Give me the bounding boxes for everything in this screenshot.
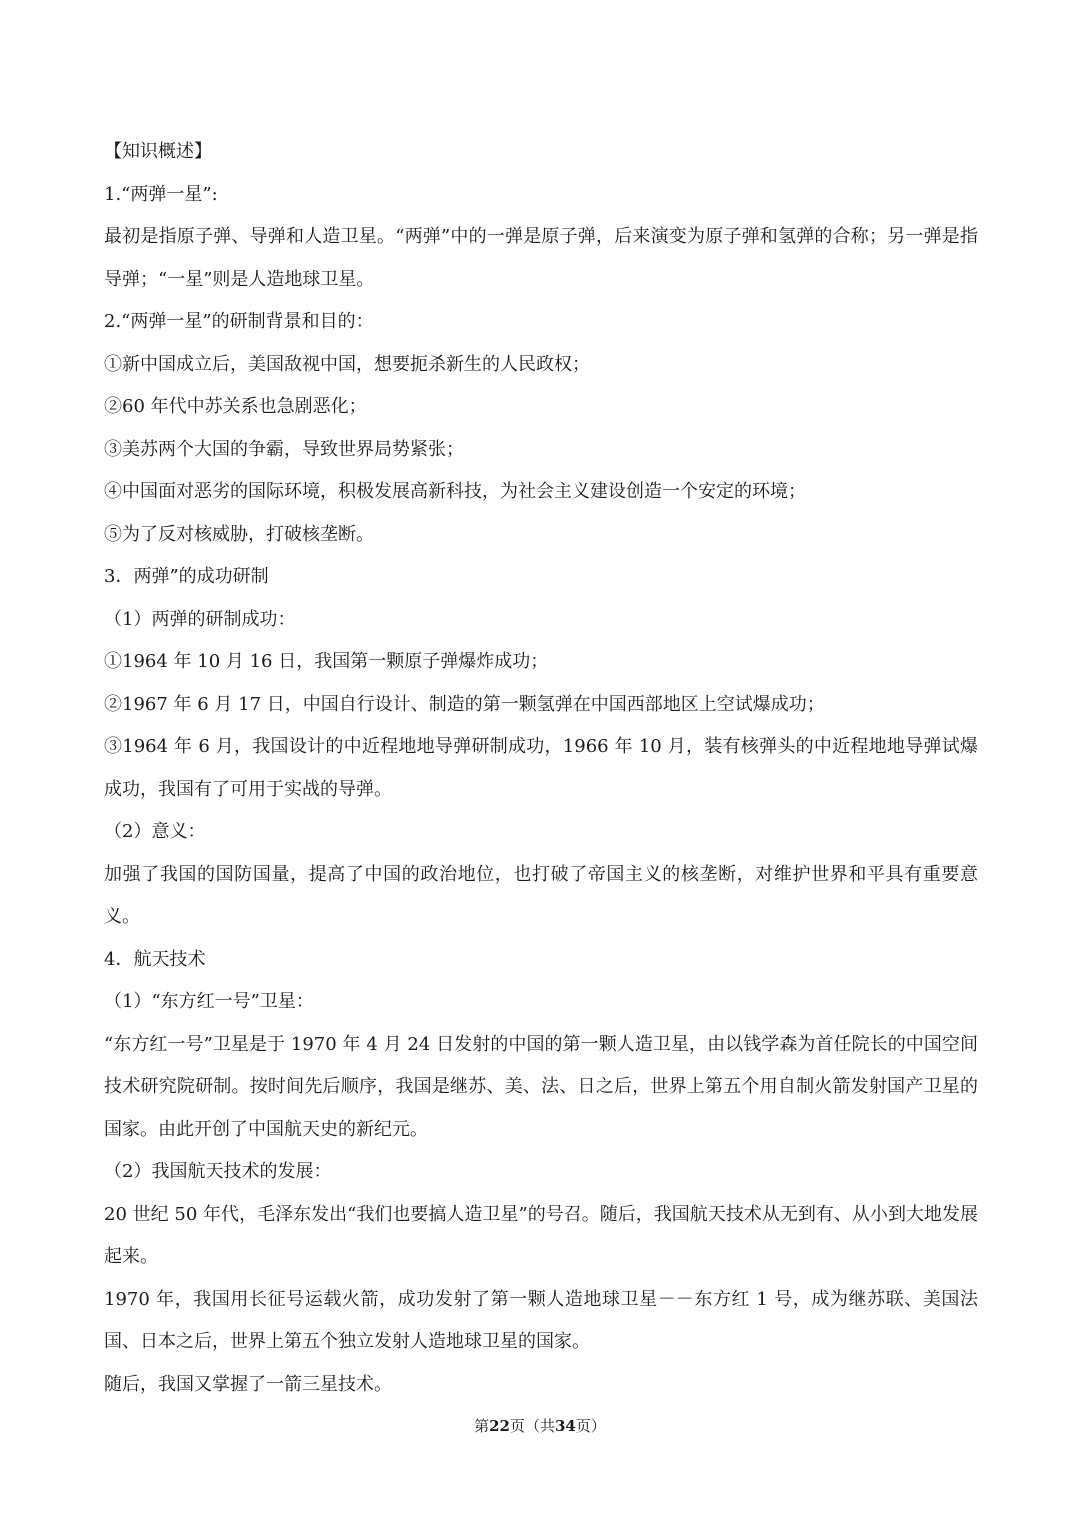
paragraph: 随后，我国又掌握了一箭三星技术。 [104,1373,392,1395]
item-heading: 4．航天技术 [104,948,206,970]
footer-suffix: 页） [575,1417,606,1435]
footer-prefix: 第 [474,1417,490,1435]
paragraph: 加强了我国的国防国量，提高了中国的政治地位，也打破了帝国主义的核垄断，对维护世界和平具有重要意义。 [104,863,978,927]
sub-heading: （2）我国航天技术的发展： [104,1161,332,1182]
item-heading: 2.“两弹一星”的研制背景和目的： [104,311,374,332]
list-item: ②1967 年 6 月 17 日，中国自行设计、制造的第一颗氢弹在中国西部地区上空试爆成功； [104,693,825,715]
item-heading: 3．两弹”的成功研制 [104,566,269,587]
section-heading: 【知识概述】 [104,141,212,162]
document-body [104,131,978,1406]
list-item: ④中国面对恶劣的国际环境，积极发展高新科技，为社会主义建设创造一个安定的环境； [104,481,806,502]
paragraph: 1970 年，我国用长征号运载火箭，成功发射了第一颗人造地球卫星－－东方红 1 号，成为继苏联、美国法国、日本之后，世界上第五个独立发射人造地球卫星的国家。 [104,1288,978,1352]
list-item: ⑤为了反对核威胁，打破核垄断。 [104,523,374,545]
total-pages: 34 [555,1417,576,1435]
footer-middle: 页（共 [509,1417,555,1435]
paragraph: 最初是指原子弹、导弹和人造卫星。“两弹”中的一弹是原子弹，后来演变为原子弹和氢弹的合称；另一弹是指导弹；“一星”则是人造地球卫星。 [104,226,978,290]
sub-heading: （2）意义： [104,821,206,842]
page-footer [0,1414,1080,1438]
list-item: ①1964 年 10 月 16 日，我国第一颗原子弹爆炸成功； [104,651,549,672]
sub-heading: （1）两弹的研制成功： [104,608,296,630]
list-item: ②60 年代中苏关系也急剧恶化； [104,396,367,417]
page-number: 22 [489,1417,510,1435]
item-heading: 1.“两弹一星”: [104,183,218,205]
sub-heading: （1）“东方红一号”卫星： [104,991,314,1012]
list-item: ①新中国成立后，美国敌视中国，想要扼杀新生的人民政权； [104,353,590,375]
paragraph: “东方红一号”卫星是于 1970 年 4 月 24 日发射的中国的第一颗人造卫星，由以钱学森为首任院长的中国空间技术研究院研制。按时间先后顺序，我国是继苏、美、法、日之后，世界上第五个用自制火箭发射国产卫星的国家。由此开创了中国航天史的新纪元。 [104,1033,978,1140]
paragraph: 20 世纪 50 年代，毛泽东发出“我们也要搞人造卫星”的号召。随后，我国航天技术从无到有、从小到大地发展起来。 [104,1203,978,1267]
list-item: ③美苏两个大国的争霸，导致世界局势紧张； [104,438,464,460]
list-item: ③1964 年 6 月，我国设计的中近程地地导弹研制成功，1966 年 10 月，装有核弹头的中近程地地导弹试爆成功，我国有了可用于实战的导弹。 [104,736,978,800]
